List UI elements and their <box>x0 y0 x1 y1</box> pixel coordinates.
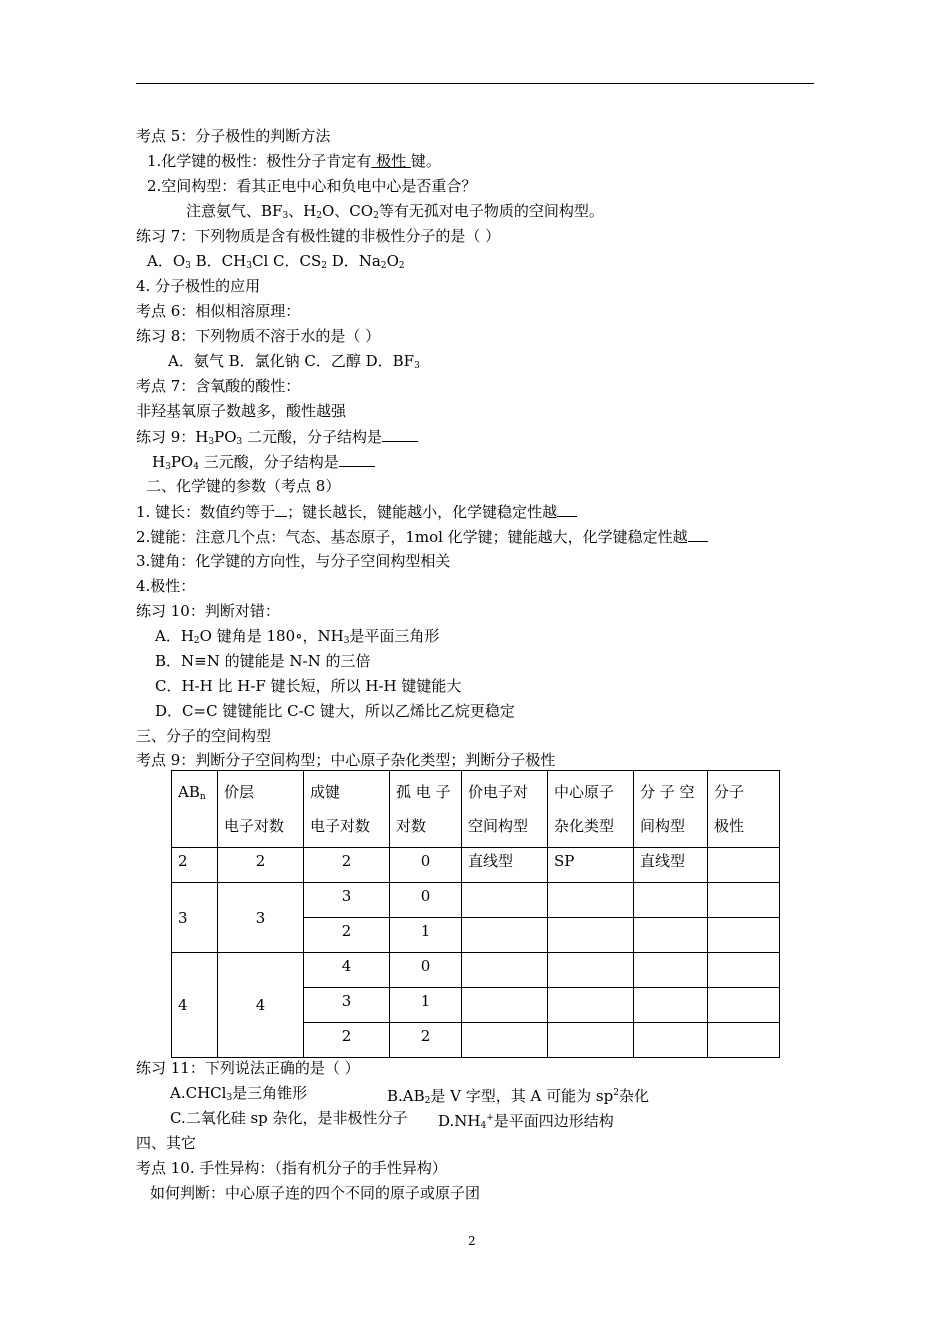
kd5-item1: 1.化学键的极性：极性分子肯定有 极性 键。 <box>147 152 441 170</box>
table-cell <box>548 988 634 1023</box>
ex9-blank2 <box>339 452 375 467</box>
table-cell <box>462 1023 548 1058</box>
table-cell: 2 <box>390 1023 462 1058</box>
param-1: 1. 键长：数值约等于 ；键长越长，键能越小，化学键稳定性越 <box>136 502 577 521</box>
header-cell: 分 子 空 间构型 <box>634 771 708 848</box>
param-3: 3.键角：化学键的方向性，与分子空间构型相关 <box>136 552 451 570</box>
ex10-c: C．H-H 比 H-F 键长短，所以 H-H 键键能大 <box>155 677 462 695</box>
ex9-blank1 <box>382 427 418 442</box>
ex8-question: 练习 8：下列物质不溶于水的是（ ） <box>136 327 381 345</box>
ex11-option-d: $D.NH_4^+$是平面四边形结构 <box>438 1112 614 1131</box>
ex11-question: 练习 11：下列说法正确的是（ ） <box>136 1059 360 1077</box>
table-cell: 1 <box>390 988 462 1023</box>
header-cell: 成键 电子对数 <box>304 771 390 848</box>
kd5-fill: 极性 <box>371 152 411 170</box>
table-cell <box>634 918 708 953</box>
kd7-title: 考点 7：含氧酸的酸性： <box>136 377 301 395</box>
header-cell: 价电子对 空间构型 <box>462 771 548 848</box>
ex10-d: D．C=C 键键能比 C-C 键大，所以乙烯比乙烷更稳定 <box>155 702 515 720</box>
table-cell <box>708 848 780 883</box>
s4-heading: 4. 分子极性的应用 <box>136 277 261 295</box>
table-cell <box>634 988 708 1023</box>
table-cell <box>708 883 780 918</box>
p2-blank <box>688 527 708 542</box>
table-cell <box>708 988 780 1023</box>
table-row <box>172 848 780 883</box>
table-cell <box>548 918 634 953</box>
ex11-option-b: $B.AB_2$是 V 字型，其 A 可能为 $sp^2$杂化 <box>387 1087 649 1106</box>
table-cell: 1 <box>390 918 462 953</box>
table-cell: SP <box>548 848 634 883</box>
p1-blank2 <box>557 502 577 517</box>
table-cell: 直线型 <box>634 848 708 883</box>
table-cell: 0 <box>390 953 462 988</box>
ex7-question: 练习 7：下列物质是含有极性键的非极性分子的是（ ） <box>136 227 501 245</box>
kd7-rule: 非羟基氧原子数越多，酸性越强 <box>136 402 347 420</box>
table-cell: 直线型 <box>462 848 548 883</box>
header-cell: 中心原子 杂化类型 <box>548 771 634 848</box>
sec2-heading: 二、化学键的参数（考点 8） <box>146 477 341 495</box>
table-cell <box>462 918 548 953</box>
table-cell <box>548 953 634 988</box>
header-rule <box>136 83 814 84</box>
table-cell: 2 <box>172 848 218 883</box>
ex10-b: B．N≡N 的键能是 N-N 的三倍 <box>155 652 371 670</box>
table-cell: 0 <box>390 848 462 883</box>
table-cell: 3 <box>218 883 304 953</box>
table-cell: 3 <box>304 883 390 918</box>
table-cell: 2 <box>304 918 390 953</box>
table-cell <box>462 883 548 918</box>
kd10-title: 考点 10. 手性异构：（指有机分子的手性异构） <box>136 1159 447 1177</box>
table-cell <box>634 883 708 918</box>
ex10-a: A．$H_2O$ 键角是 180∘，$NH_3$是平面三角形 <box>155 627 440 646</box>
ex9-line1: 练习 9：$H_3PO_3$ 二元酸，分子结构是 <box>136 427 418 451</box>
table-cell: 2 <box>218 848 304 883</box>
header-cell: $AB_n$ <box>172 771 218 848</box>
ex10-question: 练习 10：判断对错： <box>136 602 280 620</box>
page-number: 2 <box>468 1234 476 1248</box>
kd6-title: 考点 6：相似相溶原理： <box>136 302 301 320</box>
table-cell <box>708 1023 780 1058</box>
table-cell <box>462 988 548 1023</box>
table-cell: 4 <box>172 953 218 1058</box>
ex11-option-c: C.二氧化硅 sp 杂化，是非极性分子 <box>170 1109 408 1127</box>
table-header-row <box>172 771 780 848</box>
table-cell <box>708 918 780 953</box>
table-cell: 4 <box>218 953 304 1058</box>
vsepr-table <box>171 770 780 1058</box>
ex7-options: A．$O_3$ B．$CH_3Cl$ C．$CS_2$ D．$Na_2O_2$ <box>147 252 405 271</box>
table-cell <box>708 953 780 988</box>
ex8-options: A．氨气 B．氯化钠 C．乙醇 D．$BF_3$ <box>168 352 420 371</box>
table-cell <box>548 883 634 918</box>
table-row <box>172 883 780 918</box>
header-cell: 分子 极性 <box>708 771 780 848</box>
table-cell: 4 <box>304 953 390 988</box>
kd9-title: 考点 9：判断分子空间构型；中心原子杂化类型；判断分子极性 <box>136 751 556 769</box>
sec4-heading: 四、其它 <box>136 1134 197 1152</box>
ex11-option-a: A.CHCl$_3$是三角锥形 <box>170 1084 308 1103</box>
p1-blank1 <box>275 502 287 517</box>
table-cell <box>548 1023 634 1058</box>
ex9-line2: $H_3PO_4$ 三元酸，分子结构是 <box>152 452 375 476</box>
table-cell: 0 <box>390 883 462 918</box>
sec3-heading: 三、分子的空间构型 <box>136 727 272 745</box>
table-cell <box>634 1023 708 1058</box>
header-cell: 孤 电 子 对数 <box>390 771 462 848</box>
param-4: 4.极性： <box>136 577 196 595</box>
table-cell: 2 <box>304 848 390 883</box>
table-row <box>172 953 780 988</box>
table-cell: 3 <box>304 988 390 1023</box>
header-cell: 价层 电子对数 <box>218 771 304 848</box>
table-cell <box>462 953 548 988</box>
table-cell: 3 <box>172 883 218 953</box>
kd5-item2: 2.空间构型：看其正电中心和负电中心是否重合？ <box>147 177 477 195</box>
kd5-note: 注意氨气、$BF_3$、$H_2O$、$CO_2$等有无孤对电子物质的空间构型。 <box>186 202 604 221</box>
param-2: 2.键能：注意几个点：气态、基态原子，1mol 化学键；键能越大，化学键稳定性越 <box>136 527 708 546</box>
table-cell: 2 <box>304 1023 390 1058</box>
kd5-title: 考点 5：分子极性的判断方法 <box>136 127 331 145</box>
kd10-how: 如何判断：中心原子连的四个不同的原子或原子团 <box>150 1184 481 1202</box>
table-cell <box>634 953 708 988</box>
